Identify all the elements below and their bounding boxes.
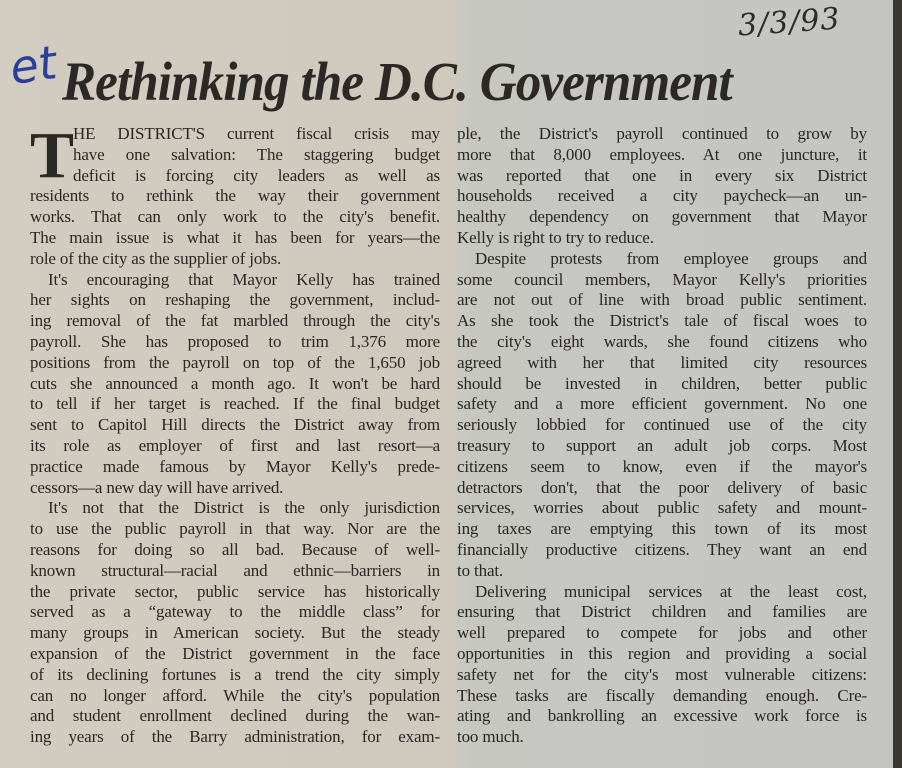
article-line: services, worries about public safety and mount- — [457, 498, 867, 518]
article-line: These tasks are fiscally demanding enough. Cre- — [457, 685, 867, 705]
article-line: known structural—racial and ethnic—barriers in — [30, 560, 440, 580]
article-line: The main issue is what it has been for years—the — [30, 227, 440, 247]
article-line: treasury to support an adult job corps. Most — [457, 435, 867, 455]
article-line: As she took the District's tale of fiscal woes to — [457, 311, 867, 331]
article-line: Kelly is right to try to reduce. — [457, 227, 654, 247]
article-line: too much. — [457, 727, 524, 747]
article-line: It's encouraging that Mayor Kelly has trained — [48, 269, 440, 289]
article-line: agreed with her that limited city resources — [457, 352, 867, 372]
article-line: and student enrollment declined during the wan- — [30, 706, 440, 726]
drop-cap: T — [30, 119, 75, 192]
article-line: more that 8,000 employees. At one juncture, it — [457, 144, 867, 164]
article-line: to use the public payroll in that way. Nor are the — [30, 519, 440, 539]
article-line: to tell if her target is reached. If the final budget — [30, 394, 440, 414]
article-line: Delivering municipal services at the least cost, — [475, 581, 867, 601]
article-line: seriously lobbied for continued use of the city — [457, 415, 867, 435]
article-line: have one salvation: The staggering budget — [73, 144, 440, 164]
article-line: many groups in American society. But the steady — [30, 623, 440, 643]
article-line: the city's eight wards, she found citizens who — [457, 331, 867, 351]
article-line: its role as employer of first and last resort—a — [30, 435, 440, 455]
article-line: healthy dependency on government that Mayor — [457, 207, 867, 227]
article-line: sent to Capitol Hill directs the District away from — [30, 415, 440, 435]
article-line: expansion of the District government in the face — [30, 643, 440, 663]
article-line: ing taxes are emptying this town of its most — [457, 519, 867, 539]
article-line: positions from the payroll on top of the 1,650 job — [30, 352, 440, 372]
article-line: should be invested in children, better public — [457, 373, 867, 393]
article-line: practice made famous by Mayor Kelly's prede- — [30, 456, 440, 476]
article-line: can no longer afford. While the city's population — [30, 685, 440, 705]
article-line: financially productive citizens. They want an end — [457, 539, 867, 559]
article-line: served as a “gateway to the middle class” for — [30, 602, 440, 622]
article-line: It's not that the District is the only jurisdiction — [48, 498, 440, 518]
article-line: role of the city as the supplier of jobs. — [30, 248, 282, 268]
article-line: the private sector, public service has historically — [30, 581, 440, 601]
article-line: works. That can only work to the city's benefit. — [30, 207, 440, 227]
article-line: reasons for doing so all bad. Because of well- — [30, 539, 440, 559]
article-line: deficit is forcing city leaders as well as — [73, 165, 440, 185]
article-line: detractors don't, that the poor delivery of basic — [457, 477, 867, 497]
article-line: HE DISTRICT'S current fiscal crisis may — [73, 124, 440, 143]
article-line: cuts she announced a month ago. It won't be hard — [30, 373, 440, 393]
article-line: opportunities in this region and providing a social — [457, 643, 867, 663]
article-line: was reported that one in every six District — [457, 165, 867, 185]
article-line: ple, the District's payroll continued to grow by — [457, 124, 867, 143]
article-line: cessors—a new day will have arrived. — [30, 477, 284, 497]
article-line: residents to rethink the way their government — [30, 186, 440, 206]
article-line: her sights on reshaping the government, includ- — [30, 290, 440, 310]
article-line: payroll. She has proposed to trim 1,376 more — [30, 331, 440, 351]
article-line: safety and a more efficient government. No one — [457, 394, 867, 414]
article-column-left — [30, 119, 440, 748]
article-line: to that. — [457, 560, 504, 580]
article-line: well prepared to compete for jobs and other — [457, 623, 867, 643]
article-line: ing removal of the fat marbled through the city's — [30, 311, 440, 331]
article-line: citizens seem to know, even if the mayor's — [457, 456, 867, 476]
headline: Rethinking the D.C. Government — [62, 51, 732, 112]
article-line: ating and bankrolling an excessive work force is — [457, 706, 867, 726]
article-line: safety net for the city's most vulnerable citizens: — [457, 664, 867, 684]
article-column-right — [457, 124, 867, 748]
handwritten-initials: et — [6, 35, 60, 95]
clipping-edge — [893, 0, 902, 768]
handwritten-date: 3/3/93 — [736, 1, 842, 44]
article-line: households received a city paycheck—an un- — [457, 186, 867, 206]
article-line: ing years of the Barry administration, for exam- — [30, 727, 440, 747]
article-line: Despite protests from employee groups and — [475, 248, 867, 268]
article-line: ensuring that District children and families are — [457, 602, 867, 622]
article-line: of its declining fortunes is a trend the city simply — [30, 664, 440, 684]
article-line: are not out of line with broad public sentiment. — [457, 290, 867, 310]
article-line: some council members, Mayor Kelly's priorities — [457, 269, 867, 289]
